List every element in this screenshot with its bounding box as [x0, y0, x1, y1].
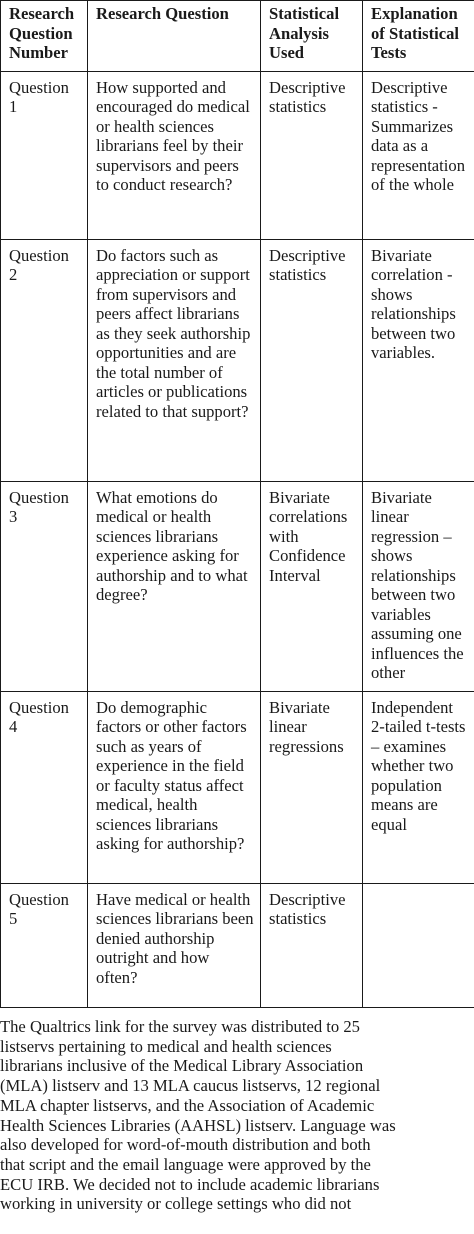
header-question-number: Research Question Number [1, 1, 88, 72]
paragraph-line: listservs pertaining to medical and health sciences [0, 1036, 332, 1056]
explanation-line: – examines [371, 736, 447, 756]
explanation-line: Bivariate [371, 245, 432, 265]
paragraph-line: that script and the email language were approved by the [0, 1154, 371, 1174]
table-header-row [1, 1, 474, 72]
explanation-line: statistics - [371, 97, 438, 116]
table-row [1, 481, 474, 691]
explanation-line: variables. [371, 343, 436, 362]
header-explanation: Explanation of Statistical Tests [363, 1, 474, 72]
research-question-cell: How supported and encouraged do medical or health sciences librarians feel by their supervisors and peers to conduct research? [88, 71, 261, 239]
research-question-cell: What emotions do medical or health sciences librarians experience asking for authorship and to what degree? [88, 481, 261, 691]
question-number-cell: Question 2 [1, 239, 88, 481]
paragraph-line: ECU IRB. We decided not to include academic librarians [0, 1174, 380, 1194]
paragraph-line: MLA chapter listservs, and the Association of Academic [0, 1095, 375, 1115]
explanation-line: equal [371, 814, 407, 834]
explanation-line: assuming one [371, 624, 462, 643]
explanation-line: whether two [371, 756, 454, 775]
explanation-line: 2-tailed t-tests [371, 717, 466, 736]
explanation-cell [363, 71, 474, 239]
paragraph-line: working in university or college settings who did not [0, 1194, 352, 1214]
analysis-cell: Descriptive statistics [261, 71, 363, 239]
research-question-cell: Have medical or health sciences librarians been denied authorship outright and how often? [88, 883, 261, 1007]
header-research-question: Research Question [88, 1, 261, 72]
table-row [1, 691, 474, 883]
question-number-cell: Question 3 [1, 481, 88, 691]
question-number-cell: Question 1 [1, 71, 88, 239]
analysis-cell: Descriptive statistics [261, 883, 363, 1007]
explanation-line: representation [371, 155, 465, 175]
explanation-line: linear [371, 507, 409, 526]
explanation-line: shows [371, 284, 413, 304]
explanation-line: means are [371, 795, 438, 814]
explanation-line: Independent [371, 697, 454, 717]
header-statistical-analysis: Statistical Analysis Used [261, 1, 363, 72]
explanation-line: influences the [371, 643, 464, 663]
paragraph-line: Health Sciences Libraries (AAHSL) listserv. Language was [0, 1115, 396, 1135]
question-number-cell: Question 5 [1, 883, 88, 1007]
paragraph-line: librarians inclusive of the Medical Library Association [0, 1056, 364, 1076]
explanation-line: other [371, 663, 406, 682]
paragraph-line: The Qualtrics link for the survey was distributed to 25 [0, 1017, 360, 1036]
question-number-cell: Question 4 [1, 691, 88, 883]
analysis-cell: Descriptive statistics [261, 239, 363, 481]
analysis-cell: Bivariate correlations with Confidence Interval [261, 481, 363, 691]
explanation-cell [363, 239, 474, 481]
research-question-cell: Do factors such as appreciation or support from supervisors and peers affect librarians as they seek authorship opportunities and are the total number of articles or publications related to that support? [88, 239, 261, 481]
explanation-line: relationships [371, 304, 456, 323]
explanation-cell [363, 691, 474, 883]
body-paragraph [0, 1017, 474, 1214]
research-question-cell: Do demographic factors or other factors such as years of experience in the field or faculty status affect medical, health sciences librarians asking for authorship? [88, 691, 261, 883]
explanation-line: data as a [371, 136, 429, 155]
explanation-line: relationships [371, 565, 456, 585]
explanation-line: Bivariate [371, 487, 432, 507]
explanation-line: correlation - [371, 265, 453, 284]
paragraph-line: (MLA) listserv and 13 MLA caucus listservs, 12 regional [0, 1076, 381, 1096]
analysis-cell: Bivariate linear regressions [261, 691, 363, 883]
table-row [1, 883, 474, 1007]
explanation-cell-empty [363, 883, 474, 1007]
explanation-line: between two [371, 323, 456, 343]
table-row [1, 239, 474, 481]
paragraph-line: also developed for word-of-mouth distribution and both [0, 1135, 371, 1155]
explanation-line: variables [371, 604, 431, 624]
explanation-line: Descriptive [371, 77, 448, 97]
explanation-line: Summarizes [371, 116, 454, 136]
explanation-line: shows [371, 546, 413, 565]
explanation-line: between two [371, 585, 456, 604]
explanation-cell [363, 481, 474, 691]
explanation-line: of the whole [371, 175, 454, 194]
explanation-line: regression – [371, 526, 452, 546]
table-row [1, 71, 474, 239]
explanation-line: population [371, 775, 442, 795]
